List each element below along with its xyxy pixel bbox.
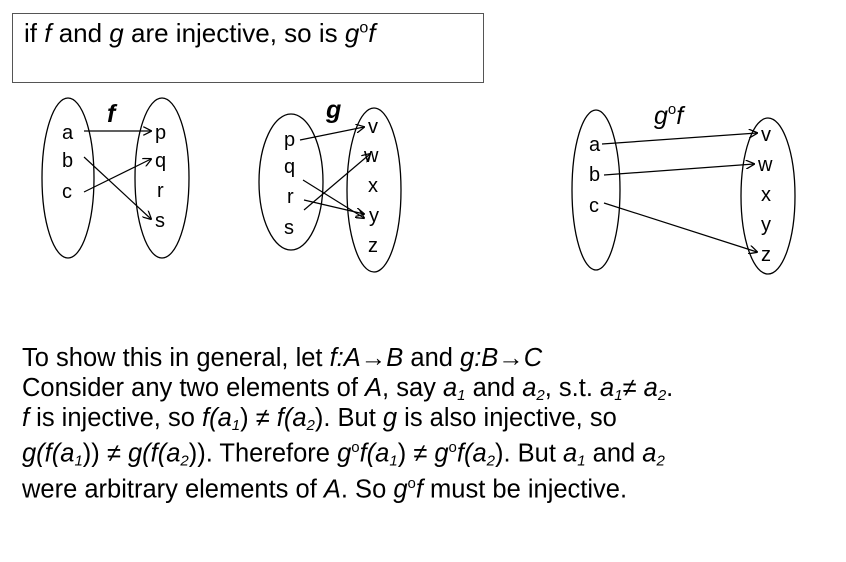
diagram-label-g: g	[326, 96, 342, 124]
elem-z: z	[761, 244, 771, 266]
arrow-c-z	[604, 203, 757, 252]
elem-a: a	[589, 134, 601, 156]
elem-r: r	[287, 186, 294, 208]
elem-y: y	[369, 205, 379, 227]
elem-b: b	[62, 150, 74, 172]
diagram-f	[42, 98, 189, 258]
arrow-s-y	[304, 200, 364, 214]
proof-line-5: were arbitrary elements of A. So $g^of$ must be injective.	[22, 474, 628, 503]
elem-b: b	[589, 164, 601, 186]
elem-q: q	[155, 150, 167, 172]
elem-z: z	[368, 235, 378, 257]
elem-s: s	[284, 217, 294, 239]
elem-w: w	[364, 145, 379, 167]
diagram-g	[259, 96, 401, 272]
proof-line-3: f is injective, so $f(a_1) \ne f(a_2)$. But g is also injective, so	[22, 404, 617, 434]
diagram-label-gof: $g^of$	[654, 101, 684, 130]
elem-x: x	[761, 184, 771, 206]
proof-paragraph	[22, 343, 832, 504]
diagram-gof	[572, 101, 795, 274]
elem-r: r	[157, 180, 164, 202]
elem-x: x	[368, 175, 378, 197]
arrow-b-w	[604, 164, 754, 175]
elem-a: a	[62, 122, 74, 144]
elem-c: c	[589, 195, 599, 217]
title-text: if f and g are injective, so is $g^of$	[24, 18, 376, 48]
diagram-label-f: f	[107, 100, 116, 128]
elem-y: y	[761, 214, 771, 236]
proof-line-1: To show this in general, let f:A→B and g:B→C	[22, 344, 543, 372]
elem-p: p	[155, 122, 167, 144]
elem-v: v	[368, 116, 378, 138]
proof-line-2: Consider any two elements of A, say $a_1$ and $a_2$, s.t. $a_1\ne a_2$.	[22, 374, 674, 404]
elem-p: p	[284, 129, 296, 151]
elem-w: w	[758, 154, 773, 176]
elem-v: v	[761, 124, 771, 146]
proof-line-4: $g(f(a_1)) \ne g(f(a_2))$. Therefore $g^of(a_1) \ne g^of(a_2)$. But $a_1$ and $a_2$	[22, 439, 665, 470]
arrow-a-v	[602, 133, 757, 144]
elem-q: q	[284, 156, 296, 178]
elem-s: s	[155, 210, 165, 232]
elem-c: c	[62, 181, 72, 203]
